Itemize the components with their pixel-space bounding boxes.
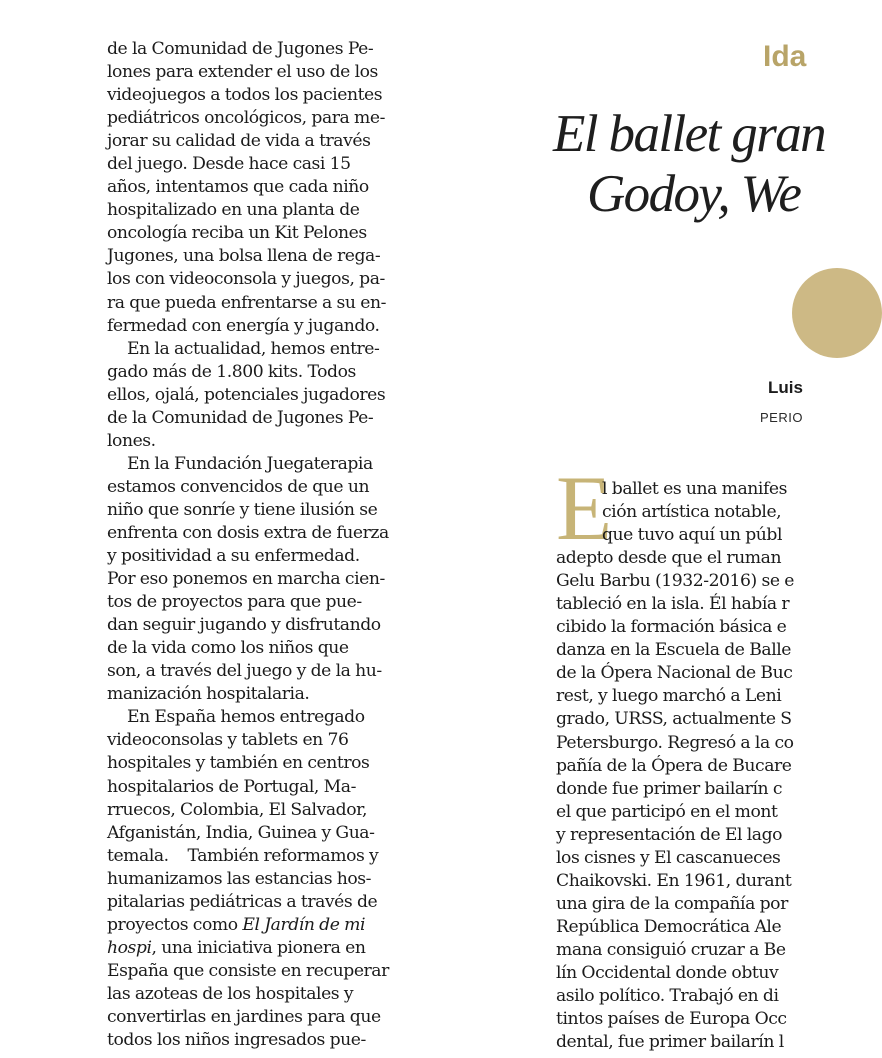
text-line: las azoteas de los hospitales y (107, 983, 354, 1004)
text-line: En España hemos entregado (127, 707, 365, 728)
text-line (107, 914, 397, 937)
text-line: de la vida como los niños que (107, 638, 349, 659)
text-line: Gelu Barbu (1932-2016) se e (556, 571, 795, 592)
text-line: hospitalizado en una planta de (107, 200, 360, 221)
text-line: l ballet es una manifes (602, 479, 787, 499)
text-line: hospitales y también en centros (107, 753, 370, 774)
text-line: Por eso ponemos en marcha cien- (107, 569, 385, 590)
text-line: rest, y luego marchó a Leni (556, 686, 782, 707)
text-line: danza en la Escuela de Balle (556, 640, 792, 661)
text-line: jorar su calidad de vida a través (107, 131, 371, 152)
text-line: videojuegos a todos los pacientes (107, 85, 383, 106)
text-line: mana consiguió cruzar a Be (556, 939, 786, 960)
text-line: Jugones, una bolsa llena de rega- (107, 246, 381, 267)
text-line: lín Occidental donde obtuv (556, 962, 779, 983)
text-line: En la Fundación Juegaterapia (127, 453, 373, 474)
text-line: Petersburgo. Regresó a la co (556, 732, 794, 753)
text-line: de la Comunidad de Jugones Pe- (107, 407, 374, 428)
text-line: los cisnes y El cascanueces (556, 847, 781, 868)
text-line: oncología reciba un Kit Pelones (107, 223, 367, 244)
text-line: dan seguir jugando y disfrutando (107, 615, 381, 636)
text-line: donde fue primer bailarín c (556, 778, 782, 799)
text-line: adepto desde que el ruman (556, 548, 782, 569)
text-line: grado, URSS, actualmente S (556, 709, 792, 730)
section-label: Ida (763, 40, 807, 73)
text-line: el que participó en el mont (556, 801, 778, 822)
text-line: todos los niños ingresados pue- (107, 1030, 366, 1051)
text-line: República Democrática Ale (556, 916, 782, 937)
text-line: convertirlas en jardines para que (107, 1006, 381, 1027)
text-line: de la Ópera Nacional de Buc (556, 663, 793, 684)
text-line: España que consiste en recuperar (107, 960, 389, 981)
text-fragment: proyectos como (107, 914, 243, 935)
left-column-text (107, 38, 397, 1052)
text-line: pañía de la Ópera de Bucare (556, 755, 792, 776)
text-line: manización hospitalaria. (107, 684, 310, 705)
text-line: lones para extender el uso de los (107, 62, 378, 83)
headline-line-1: El ballet gran (553, 105, 826, 163)
italic-title: El Jardín de mi (242, 914, 366, 935)
text-line: son, a través del juego y de la hu- (107, 661, 382, 682)
text-line: tableció en la isla. Él había r (556, 594, 790, 615)
text-line: dental, fue primer bailarín l (556, 1032, 784, 1053)
text-line: estamos convencidos de que un (107, 476, 370, 497)
text-line: tintos países de Europa Occ (556, 1009, 787, 1030)
text-line: En la actualidad, hemos entre- (127, 338, 380, 359)
text-line: del juego. Desde hace casi 15 (107, 154, 351, 175)
text-line: hospitalarios de Portugal, Ma- (107, 776, 356, 797)
text-line: humanizamos las estancias hos- (107, 868, 372, 889)
text-line: niño que sonríe y tiene ilusión se (107, 499, 378, 520)
text-line: una gira de la compañía por (556, 893, 788, 914)
text-line: lones. (107, 430, 156, 451)
author-name: Luis (768, 378, 803, 397)
italic-title: hospi (107, 937, 152, 958)
text-line: años, intentamos que cada niño (107, 177, 369, 198)
text-line: ellos, ojalá, potenciales jugadores (107, 384, 386, 405)
headline-line-2: Godoy, We (587, 165, 801, 223)
text-line: asilo político. Trabajó en di (556, 986, 779, 1007)
author-avatar (792, 268, 882, 358)
text-line: enfrenta con dosis extra de fuerza (107, 522, 389, 543)
text-line: pitalarias pediátricas a través de (107, 891, 378, 912)
text-line: los con videoconsola y juegos, pa- (107, 269, 385, 290)
text-line: cibido la formación básica e (556, 617, 787, 638)
text-line: tos de proyectos para que pue- (107, 592, 362, 613)
text-line: gado más de 1.800 kits. Todos (107, 361, 356, 382)
text-fragment: , una iniciativa pionera en (151, 937, 366, 958)
text-line: y representación de El lago (556, 824, 783, 845)
text-line: temala. También reformamos y (107, 845, 379, 866)
text-line: que tuvo aquí un públ (602, 525, 783, 546)
text-line: Afganistán, India, Guinea y Gua- (107, 822, 375, 843)
text-line: rruecos, Colombia, El Salvador, (107, 799, 367, 820)
drop-cap: E (556, 457, 613, 559)
article-body (556, 478, 856, 1054)
text-line: de la Comunidad de Jugones Pe- (107, 39, 374, 59)
text-line: ra que pueda enfrentarse a su en- (107, 292, 386, 313)
text-line: ción artística notable, (602, 502, 782, 523)
text-line: Chaikovski. En 1961, durant (556, 870, 792, 891)
author-role: PERIO (760, 410, 803, 425)
text-line: pediátricos oncológicos, para me- (107, 108, 385, 129)
text-line: y positividad a su enfermedad. (107, 546, 360, 567)
text-line: fermedad con energía y jugando. (107, 315, 380, 336)
text-line: videoconsolas y tablets en 76 (107, 730, 349, 751)
text-line (107, 937, 397, 960)
